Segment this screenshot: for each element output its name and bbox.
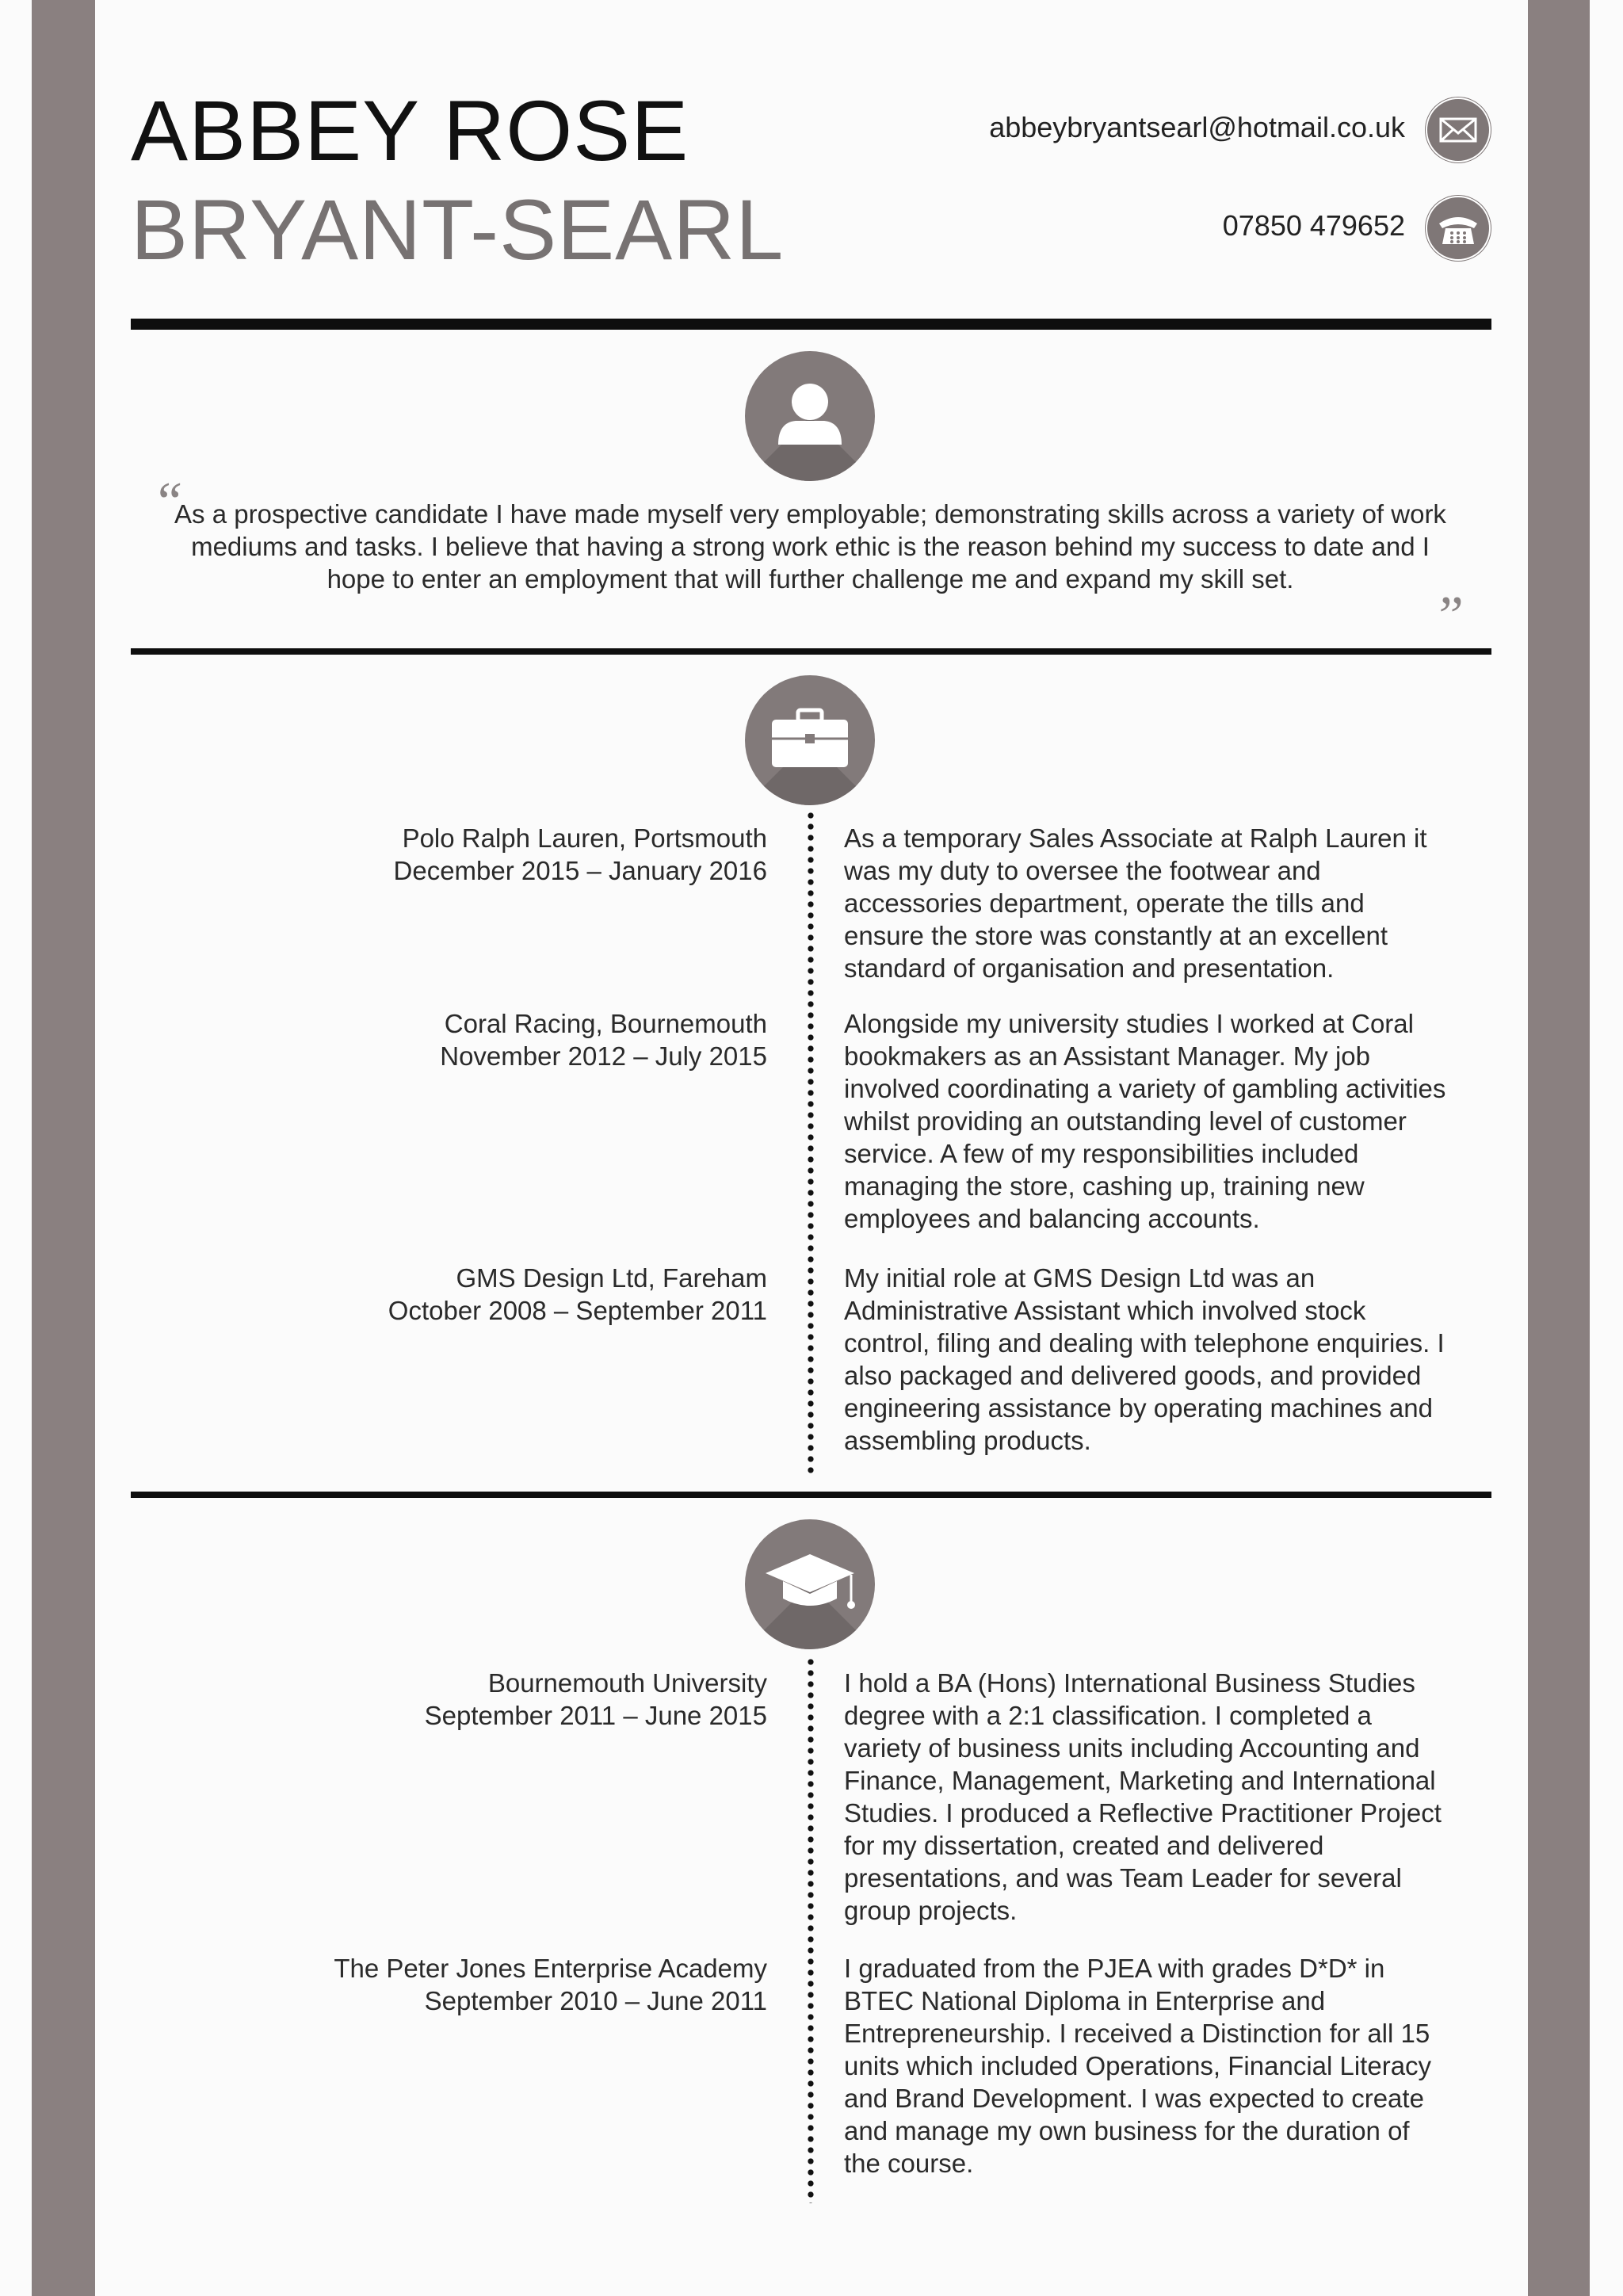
person-icon <box>745 351 875 481</box>
graduation-cap-icon <box>745 1519 875 1649</box>
work-entry-dates: December 2015 – January 2016 <box>393 856 767 885</box>
phone-number[interactable]: 07850 479652 <box>1222 209 1405 242</box>
work-entry-company: Polo Ralph Lauren, Portsmouth <box>402 823 767 853</box>
telephone-icon <box>1425 195 1491 262</box>
education-entry-dates: September 2010 – June 2011 <box>424 1986 767 2015</box>
work-entry-company: GMS Design Ltd, Fareham <box>456 1263 767 1293</box>
work-entry-dates: November 2012 – July 2015 <box>440 1041 767 1071</box>
work-timeline-dots <box>808 810 814 1474</box>
education-entry-institution: The Peter Jones Enterprise Academy <box>334 1954 767 1983</box>
close-quote-mark: ” <box>1433 586 1464 647</box>
education-entry-institution: Bournemouth University <box>487 1668 767 1698</box>
right-border-bar <box>1528 0 1590 2296</box>
open-quote-mark: “ <box>152 472 183 533</box>
email-address[interactable]: abbeybryantsearl@hotmail.co.uk <box>989 111 1405 143</box>
briefcase-icon <box>745 675 875 805</box>
education-entry-dates: September 2011 – June 2015 <box>424 1701 767 1730</box>
education-entry-description: I hold a BA (Hons) International Business Studies degree with a 2:1 classification. I completed a variety of business units including Accounting and Finance, Management, Marketing and International Studies. I produced a Reflective Practitioner Project for my dissertation, created and delivered presentations, and was Team Leader for several group projects. <box>844 1668 1442 1925</box>
education-entry-description: I graduated from the PJEA with grades D*D* in BTEC National Diploma in Enterprise and Entrepreneurship. I received a Distinction for all 15 units which included Operations, Financial Literacy and Brand Development. I was expected to create and manage my own business for the duration of the course. <box>844 1954 1432 2178</box>
work-entry-description: As a temporary Sales Associate at Ralph Lauren it was my duty to oversee the footwear and accessories department, operate the tills and ensure the store was constantly at an excellent standard of organisation and presentation. <box>844 823 1427 983</box>
envelope-icon <box>1425 97 1491 163</box>
work-entry-dates: October 2008 – September 2011 <box>388 1296 767 1325</box>
section-divider-work <box>131 648 1491 655</box>
last-name: BRYANT-SEARL <box>131 181 785 277</box>
work-entry-description: Alongside my university studies I worked at Coral bookmakers as an Assistant Manager. My job involved coordinating a variety of gambling activities whilst providing an outstanding level of customer service. A few of my responsibilities included managing the store, cashing up, training new employees and balancing accounts. <box>844 1009 1446 1233</box>
left-border-bar <box>32 0 95 2296</box>
profile-statement: As a prospective candidate I have made myself very employable; demonstrating skills across a variety of work mediums and tasks. I believe that having a strong work ethic is the reason behind my success to date and I hope to enter an employment that will further challenge me and expand my skill set. <box>174 499 1446 594</box>
header-divider <box>131 319 1491 330</box>
work-entry-description: My initial role at GMS Design Ltd was an Administrative Assistant which involved stock control, filing and dealing with telephone enquiries. I also packaged and delivered goods, and provided engineering assistance by operating machines and assembling products. <box>844 1263 1445 1455</box>
education-timeline-dots <box>808 1656 814 2203</box>
first-name: ABBEY ROSE <box>131 82 689 178</box>
work-entry-company: Coral Racing, Bournemouth <box>444 1009 767 1038</box>
section-divider-education <box>131 1492 1491 1498</box>
